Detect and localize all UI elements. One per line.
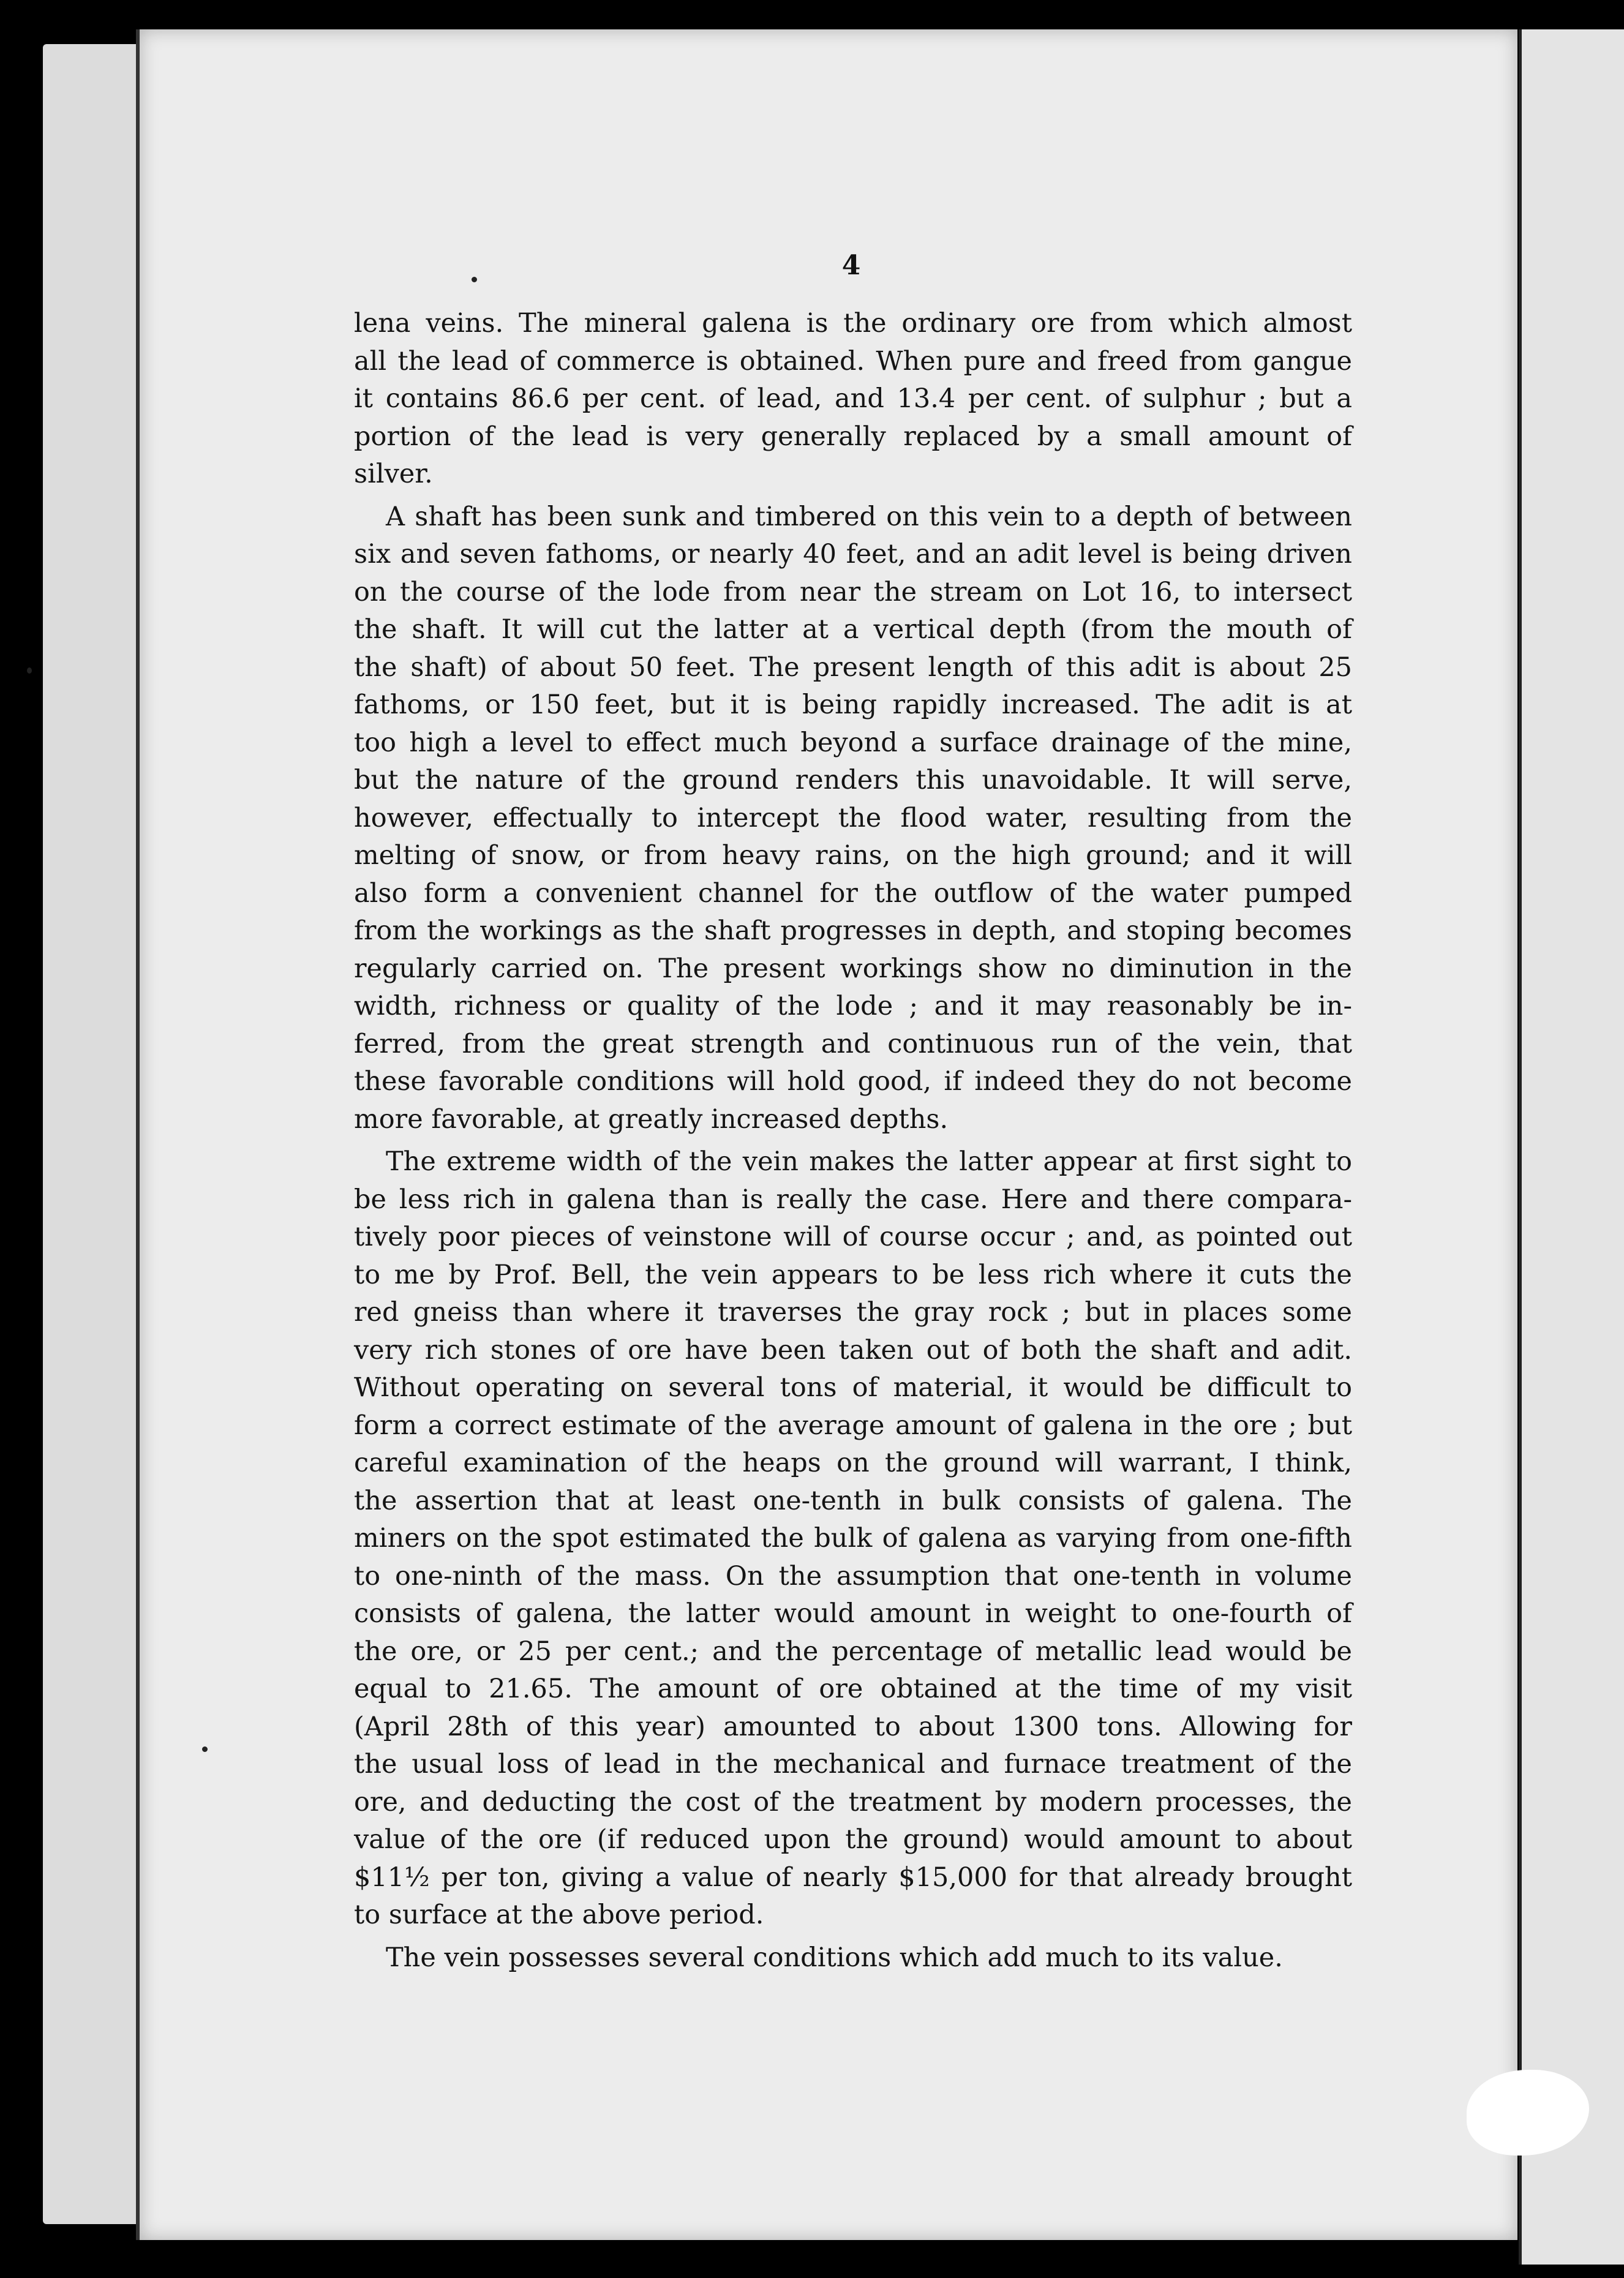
- text-line: careful examination of the heaps on the ground will warrant, I think,: [354, 1448, 1352, 1478]
- text-line: be less rich in galena than is really the case. Here and there compara-: [354, 1184, 1352, 1215]
- text-line: (April 28th of this year) amounted to about 1300 tons. Allowing for: [354, 1711, 1352, 1742]
- text-line: lena veins. The mineral galena is the ordinary ore from which almost: [354, 308, 1352, 339]
- paragraph-gap: [354, 494, 1352, 498]
- text-line: ore, and deducting the cost of the treatment by modern processes, the: [354, 1786, 1352, 1818]
- text-line: on the course of the lode from near the stream on Lot 16, to intersect: [354, 576, 1352, 607]
- text-line: $11½ per ton, giving a value of nearly $15,000 for that already brought: [354, 1862, 1352, 1893]
- page-number: 4: [841, 250, 861, 281]
- text-line: melting of snow, or from heavy rains, on the high ground; and it will: [354, 840, 1352, 871]
- text-line: too high a level to effect much beyond a surface drainage of the mine,: [354, 727, 1352, 758]
- text-line: also form a convenient channel for the outflow of the water pumped: [354, 878, 1352, 909]
- text-line: it contains 86.6 per cent. of lead, and 13.4 per cent. of sulphur ; but a: [354, 383, 1352, 414]
- paragraph-gap: [354, 1138, 1352, 1143]
- text-line: red gneiss than where it traverses the gray rock ; but in places some: [354, 1297, 1352, 1328]
- text-line: to surface at the above period.: [354, 1900, 764, 1930]
- body-text: [354, 305, 1352, 1977]
- text-line: very rich stones of ore have been taken out of both the shaft and adit.: [354, 1334, 1352, 1366]
- text-line: more favorable, at greatly increased depths.: [354, 1103, 949, 1135]
- text-line: The extreme width of the vein makes the latter appear at first sight to: [386, 1146, 1352, 1177]
- text-line: six and seven fathoms, or nearly 40 feet, and an adit level is being driven: [354, 539, 1352, 570]
- text-line: portion of the lead is very generally replaced by a small amount of: [354, 421, 1352, 452]
- text-line: Without operating on several tons of material, it would be difficult to: [354, 1372, 1352, 1403]
- speck-mark: [472, 277, 477, 282]
- text-line: value of the ore (if reduced upon the ground) would amount to about: [354, 1824, 1352, 1855]
- text-line: consists of galena, the latter would amount in weight to one-fourth of: [354, 1598, 1352, 1629]
- text-line: to me by Prof. Bell, the vein appears to be less rich where it cuts the: [354, 1259, 1352, 1290]
- text-line: width, richness or quality of the lode ; and it may reasonably be in-: [354, 991, 1352, 1021]
- text-line: tively poor pieces of veinstone will of course occur ; and, as pointed out: [354, 1222, 1352, 1252]
- text-line: the ore, or 25 per cent.; and the percentage of metallic lead would be: [354, 1636, 1352, 1667]
- text-line: these favorable conditions will hold good, if indeed they do not become: [354, 1066, 1352, 1097]
- text-line: to one-ninth of the mass. On the assumption that one-tenth in volume: [354, 1560, 1352, 1592]
- text-line: A shaft has been sunk and timbered on this vein to a depth of between: [386, 501, 1352, 532]
- text-line: all the lead of commerce is obtained. When pure and freed from gangue: [354, 345, 1352, 377]
- text-line: from the workings as the shaft progresses in depth, and stoping becomes: [354, 915, 1352, 946]
- text-line: however, effectually to intercept the flood water, resulting from the: [354, 802, 1352, 833]
- text-line: The vein possesses several conditions which add much to its value.: [386, 1942, 1283, 1973]
- text-line: the shaft) of about 50 feet. The present length of this adit is about 25: [354, 652, 1352, 683]
- text-line: silver.: [354, 459, 433, 489]
- speck-mark: [202, 1746, 208, 1752]
- adjacent-page-edge: [1519, 29, 1624, 2265]
- text-line: but the nature of the ground renders this unavoidable. It will serve,: [354, 765, 1352, 795]
- paragraph-gap: [354, 1934, 1352, 1939]
- speck-mark: [27, 667, 32, 674]
- text-line: equal to 21.65. The amount of ore obtained at the time of my visit: [354, 1674, 1352, 1704]
- text-line: the usual loss of lead in the mechanical and furnace treatment of the: [354, 1749, 1352, 1780]
- text-line: the assertion that at least one-tenth in bulk consists of galena. The: [354, 1485, 1352, 1516]
- text-line: the shaft. It will cut the latter at a vertical depth (from the mouth of: [354, 614, 1352, 645]
- text-line: form a correct estimate of the average amount of galena in the ore ; but: [354, 1410, 1352, 1441]
- text-line: regularly carried on. The present workings show no diminution in the: [354, 953, 1352, 984]
- text-line: miners on the spot estimated the bulk of galena as varying from one-fifth: [354, 1523, 1352, 1554]
- text-line: fathoms, or 150 feet, but it is being rapidly increased. The adit is at: [354, 690, 1352, 720]
- text-line: ferred, from the great strength and continuous run of the vein, that: [354, 1028, 1352, 1059]
